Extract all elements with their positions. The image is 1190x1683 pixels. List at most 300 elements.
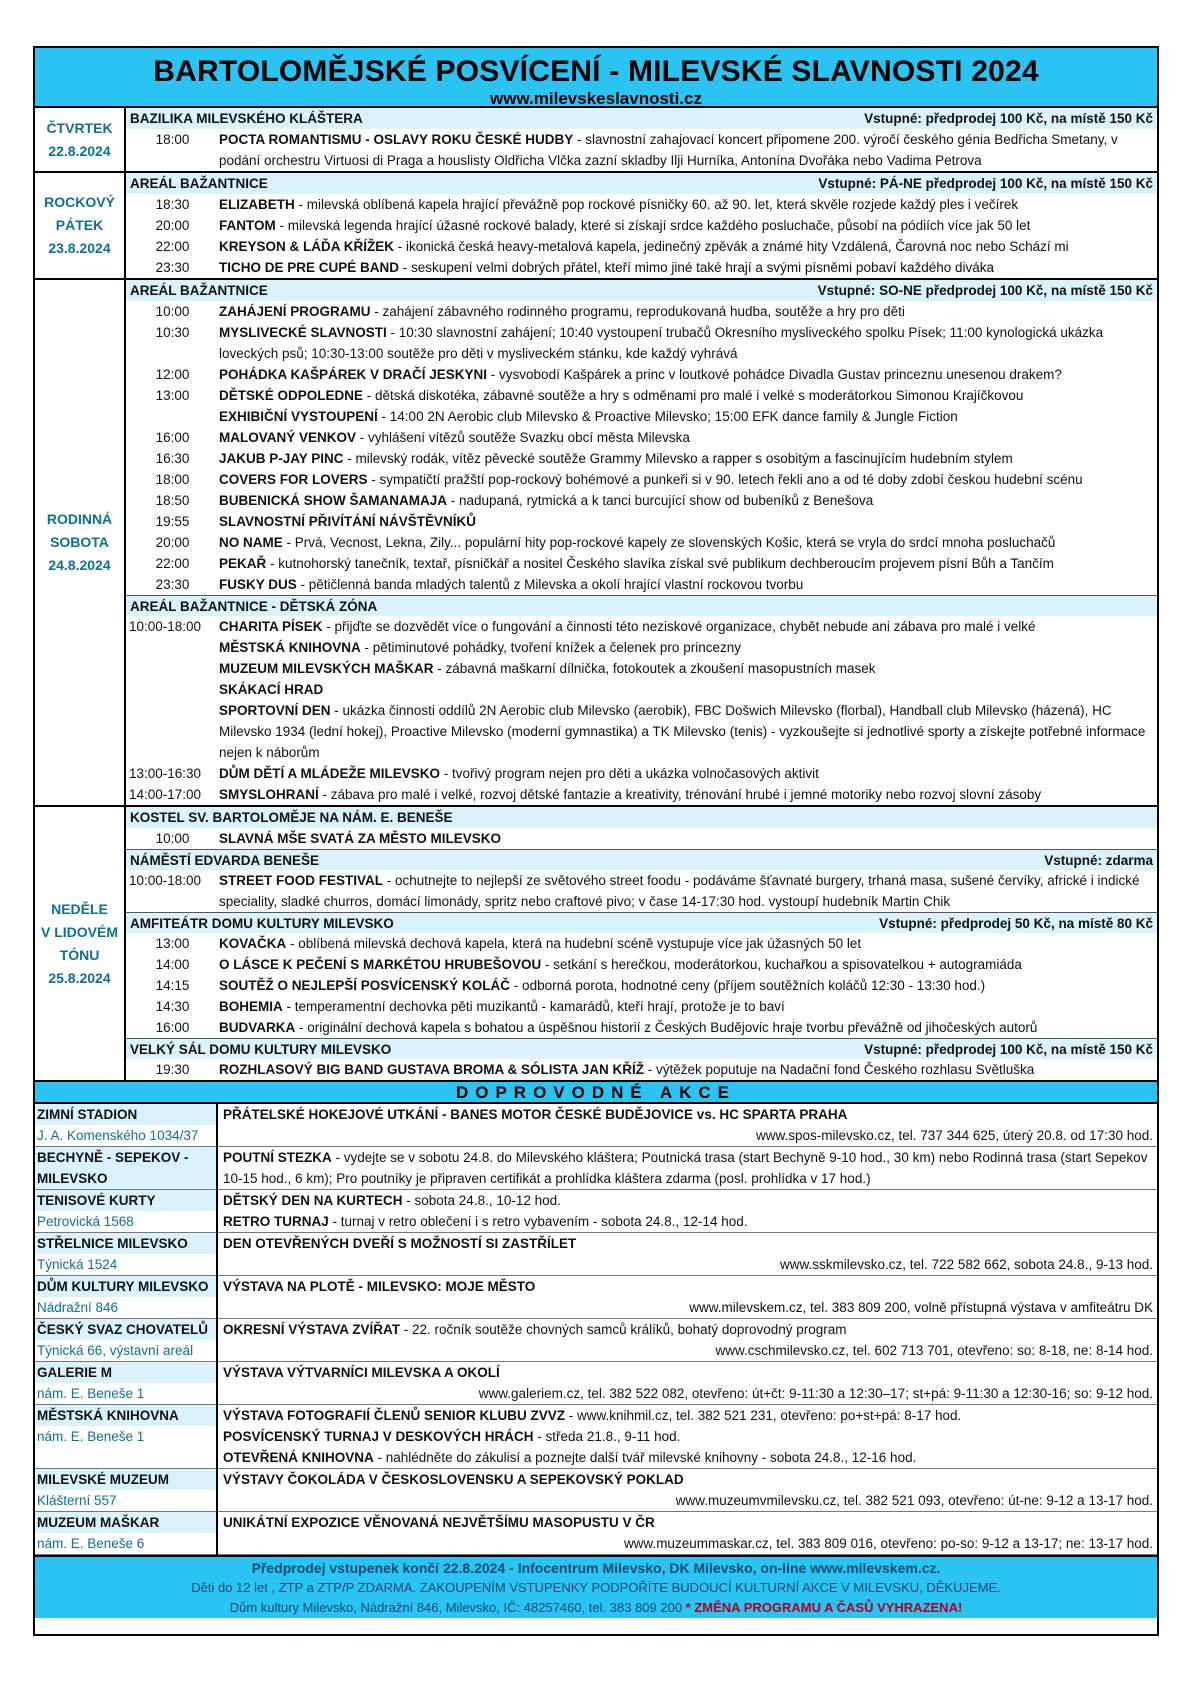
event-description	[219, 1059, 1157, 1080]
venue-name: BAZILIKA MILEVSKÉHO KLÁŠTERA	[130, 111, 363, 126]
event-text: - slavnostní zahajovací koncert připomene 200. výročí českého génia Bedřicha Smetany, v podání orchestru Virtuosi di Praga a houslisty Oldřicha Vlčka zazní skladby Ilji Hurníka, Antonína Dvořáka nebo Vadima Petrova	[219, 132, 1118, 168]
side-event-text: - vydejte se v sobotu 24.8. do Milevského kláštera; Poutnická trasa (start Bechyně 9-10 hod., 30 km) nebo Rodinná trasa (start Sepekov 10-15 hod., 6 km); Pro poutníky je připraven certifikát a prohlídka kláštera zdarma (posl. prohlídka v 17 hod.)	[223, 1150, 1148, 1186]
event-title: MUZEUM MILEVSKÝCH MAŠKAR	[219, 661, 434, 676]
place-address: MILEVSKO	[35, 1168, 216, 1189]
side-event-place	[35, 1319, 217, 1362]
side-event-contact: www.muzeumvmilevsku.cz, tel. 382 521 093, otevřeno: út-ne: 9-12 a 13-17 hod.	[675, 1493, 1153, 1508]
event-text: - 10:30 slavnostní zahájení; 10:40 vystoupení trubačů Okresního mysliveckého spolku Písek; 11:00 kynologická ukázka loveckých psů; 10:30-13:00 soutěže pro děti v mysliveckém stánku, kde každý vyhrává	[219, 325, 1104, 361]
side-event-title: VÝSTAVY ČOKOLÁDA V ČESKOSLOVENSKU A SEPEKOVSKÝ POKLAD	[223, 1472, 684, 1487]
side-event-line	[223, 1276, 1153, 1297]
side-event-title: OTEVŘENÁ KNIHOVNA	[223, 1450, 374, 1465]
event-row	[126, 658, 1157, 679]
event-row	[126, 933, 1157, 954]
event-description	[219, 553, 1157, 574]
event-row	[126, 427, 1157, 448]
event-row	[126, 469, 1157, 490]
side-event-row	[35, 1233, 1157, 1276]
event-time: 14:00-17:00	[129, 787, 202, 802]
event-time: 20:00	[155, 535, 190, 550]
event-time	[126, 637, 219, 658]
event-time: 23:30	[155, 577, 190, 592]
event-text: - ochutnejte to nejlepší ze světového street foodu - podáváme šťavnaté burgery, trhaná masa, sušené červíky, africké i indické speciality, sladké churros, domácí limonády, spritz nebo craftové pivo; v čase 14-17:30 hod. vystoupí hudebník Martin Chik	[219, 873, 1140, 909]
venue-header	[126, 173, 1157, 194]
side-event-line	[223, 1512, 1153, 1533]
event-row	[126, 511, 1157, 532]
side-event-place	[35, 1469, 217, 1512]
event-time: 18:50	[155, 493, 190, 508]
event-title: JAKUB P-JAY PINC	[219, 451, 344, 466]
venue-name: AREÁL BAŽANTNICE	[130, 283, 268, 298]
footer-address: Dům kultury Milevsko, Nádražní 846, Milevsko, IČ: 48257460, tel. 383 809 200	[229, 1600, 683, 1615]
event-text: - sympatičtí pražští pop-rockový bohémové a punkeři si v 90. letech řekli ano a od té doby zdobí českou hudební scénu	[367, 472, 1083, 487]
side-event-line	[223, 1233, 1153, 1254]
place-name: BECHYNĚ - SEPEKOV -	[35, 1147, 216, 1168]
event-description	[219, 700, 1157, 763]
event-description	[219, 679, 1157, 700]
event-title: KREYSON & LÁĎA KŘÍŽEK	[219, 239, 395, 254]
side-event-detail	[217, 1190, 1157, 1233]
event-row	[126, 448, 1157, 469]
event-title: FANTOM	[219, 218, 276, 233]
day-label-line: 23.8.2024	[48, 240, 111, 256]
day-label-line: PÁTEK	[55, 217, 104, 233]
event-time: 10:00	[155, 304, 190, 319]
event-row	[126, 975, 1157, 996]
event-time	[126, 700, 219, 763]
event-title: MĚSTSKÁ KNIHOVNA	[219, 640, 361, 655]
event-row	[126, 215, 1157, 236]
venue-price: Vstupné: předprodej 100 Kč, na místě 150 Kč	[864, 111, 1153, 126]
side-event-row	[35, 1147, 1157, 1190]
event-row	[126, 194, 1157, 215]
side-event-place	[35, 1190, 217, 1233]
event-description	[219, 658, 1157, 679]
event-description	[219, 574, 1157, 595]
event-row	[126, 700, 1157, 763]
day-label-line: 25.8.2024	[48, 969, 111, 986]
side-event-line	[223, 1104, 1153, 1125]
side-event-line	[223, 1147, 1153, 1189]
event-description	[219, 129, 1157, 171]
event-row	[126, 574, 1157, 595]
event-text: - oblíbená milevská dechová kapela, která na hudební scéně vystupuje více jak úžasných 50 let	[286, 936, 862, 951]
day-label-line: ROCKOVÝ	[44, 194, 115, 210]
side-event-detail	[217, 1147, 1157, 1190]
event-text: - dětská diskotéka, zábavné soutěže a hry s odměnami pro malé i velké s moderátorkou Simonou Krajíčkovou	[363, 388, 1024, 403]
event-text: - ukázka činnosti oddílů 2N Aerobic club Milevsko (aerobik), FBC Došwich Milevsko (florbal), Handball club Milevsko (házená), HC Milevsko 1934 (lední hokej), Proactive Milevsko (moderní gymnastika) a TK Milevsko (tenis) - vyzkoušejte si jednotlivé sporty a získejte potřebné informace nejen k náborům	[219, 703, 1146, 760]
event-description	[219, 1017, 1157, 1038]
side-event-text: - turnaj v retro oblečení i s retro vybavením - sobota 24.8., 12-14 hod.	[328, 1214, 748, 1229]
event-row	[126, 870, 1157, 912]
event-title: SOUTĚŽ O NEJLEPŠÍ POSVÍCENSKÝ KOLÁČ	[219, 978, 511, 993]
place-address: nám. E. Beneše 1	[37, 1386, 145, 1401]
day-content	[125, 279, 1157, 806]
side-event-title: POSVÍCENSKÝ TURNAJ V DESKOVÝCH HRÁCH	[223, 1429, 534, 1444]
event-time: 16:00	[155, 1020, 190, 1035]
day-content	[125, 108, 1157, 172]
place-address: Klášterní 557	[37, 1493, 117, 1508]
event-text: - originální dechová kapela s bohatou a úspěšnou historií z Českých Budějovic hraje tvorbu převážně od jihočeských autorů	[295, 1020, 1038, 1035]
event-time: 22:00	[155, 239, 190, 254]
place-name: ČESKÝ SVAZ CHOVATELŮ	[35, 1319, 216, 1340]
venue-header	[126, 807, 1157, 828]
event-time: 16:00	[155, 430, 190, 445]
day-row	[35, 108, 1157, 172]
footer-note: Děti do 12 let , ZTP a ZTP/P ZDARMA. ZAKOUPENÍM VSTUPENKY PODPOŘÍTE BUDOUCÍ KULTURNÍ AKCE V MILEVSKU, DĚKUJEME.	[191, 1580, 1001, 1595]
side-event-title: DĚTSKÝ DEN NA KURTECH	[223, 1193, 403, 1208]
event-time	[126, 658, 219, 679]
place-address: Nádražní 846	[37, 1300, 119, 1315]
side-event-line	[223, 1362, 1153, 1383]
place-address: nám. E. Beneše 6	[37, 1536, 145, 1551]
event-row	[126, 364, 1157, 385]
side-event-text: - středa 21.8., 9-11 hod.	[533, 1429, 681, 1444]
event-row	[126, 996, 1157, 1017]
venue-header	[126, 108, 1157, 129]
day-label-cell	[35, 806, 125, 1080]
event-text: - setkání s herečkou, moderátorkou, kuchařkou a spisovatelkou + autogramiáda	[541, 957, 1022, 972]
event-row	[126, 406, 1157, 427]
side-event-detail	[217, 1362, 1157, 1405]
footer-warning: * ZMĚNA PROGRAMU A ČASŮ VYHRAZENA!	[682, 1600, 963, 1615]
event-title: COVERS FOR LOVERS	[219, 472, 368, 487]
side-event-row	[35, 1512, 1157, 1555]
event-description	[219, 490, 1157, 511]
side-event-title: RETRO TURNAJ	[223, 1214, 329, 1229]
day-label-line: ČTVRTEK	[46, 119, 113, 136]
footer-contact	[35, 1598, 1157, 1618]
event-time: 13:00	[155, 388, 190, 403]
event-text: - milevský rodák, vítěz pěvecké soutěže Grammy Milevsko a rapper s osobitým a fascinujícím hudebním stylem	[343, 451, 1013, 466]
event-text: - zábavná maškarní dílnička, fotokoutek a zkoušení masopustních masek	[433, 661, 876, 676]
event-time: 22:00	[155, 556, 190, 571]
venue-name: VELKÝ SÁL DOMU KULTURY MILEVSKO	[130, 1042, 392, 1057]
side-event-line	[223, 1447, 1153, 1468]
event-row	[126, 1017, 1157, 1038]
event-time	[126, 679, 219, 700]
side-event-text: - www.knihmil.cz, tel. 382 521 231, otevřeno: po+st+pá: 8-17 hod.	[565, 1408, 962, 1423]
place-name: MĚSTSKÁ KNIHOVNA	[35, 1405, 216, 1426]
event-title: SMYSLOHRANÍ	[219, 787, 319, 802]
event-text: - tvořivý program nejen pro děti a ukázka volnočasových aktivit	[440, 766, 819, 781]
side-event-detail	[217, 1104, 1157, 1147]
event-time: 23:30	[155, 260, 190, 275]
event-title: NO NAME	[219, 535, 283, 550]
website-link[interactable]: www.milevskeslavnosti.cz	[490, 89, 702, 108]
side-event-title: UNIKÁTNÍ EXPOZICE VĚNOVANÁ NEJVĚTŠÍMU MASOPUSTU V ČR	[223, 1515, 655, 1530]
event-row	[126, 236, 1157, 257]
place-address: Týnická 66, výstavní areál	[37, 1343, 194, 1358]
event-description	[219, 364, 1157, 385]
place-address: nám. E. Beneše 1	[37, 1429, 145, 1444]
event-time: 14:30	[155, 999, 190, 1014]
section-title-side-events: DOPROVODNÉ AKCE	[35, 1080, 1157, 1104]
venue-header	[126, 595, 1157, 616]
side-event-text: - sobota 24.8., 10-12 hod.	[402, 1193, 561, 1208]
event-description	[219, 975, 1157, 996]
event-description	[219, 448, 1157, 469]
side-event-row	[35, 1190, 1157, 1233]
event-text: - vyhlášení vítězů soutěže Svazku obcí města Milevska	[356, 430, 690, 445]
venue-header	[126, 1038, 1157, 1059]
event-text: - zahájení zábavného rodinného programu, reprodukovaná hudba, soutěže a hry pro děti	[370, 304, 905, 319]
side-event-title: VÝSTAVA FOTOGRAFIÍ ČLENŮ SENIOR KLUBU ZVVZ	[223, 1408, 566, 1423]
event-description	[219, 532, 1157, 553]
event-row	[126, 784, 1157, 805]
event-title: POCTA ROMANTISMU - OSLAVY ROKU ČESKÉ HUDBY	[219, 132, 574, 147]
event-row	[126, 1059, 1157, 1080]
event-title: PEKAŘ	[219, 556, 267, 571]
event-title: FUSKY DUS	[219, 577, 297, 592]
event-time: 13:00	[155, 936, 190, 951]
event-title: SLAVNOSTNÍ PŘIVÍTÁNÍ NÁVŠTĚVNÍKŮ	[219, 514, 477, 529]
event-description	[219, 194, 1157, 215]
event-text: - pětičlenná banda mladých talentů z Milevska a okolí hrající vlastní rockovou tvorbu	[296, 577, 804, 592]
side-event-detail	[217, 1276, 1157, 1319]
side-event-place	[35, 1405, 217, 1469]
place-name: STŘELNICE MILEVSKO	[35, 1233, 216, 1254]
day-row	[35, 279, 1157, 806]
event-description	[219, 933, 1157, 954]
footer	[35, 1555, 1157, 1618]
event-description	[219, 406, 1157, 427]
place-name: MILEVSKÉ MUZEUM	[35, 1469, 216, 1490]
place-name: MUZEUM MAŠKAR	[35, 1512, 216, 1533]
event-time: 18:00	[155, 472, 190, 487]
event-time: 19:55	[155, 514, 190, 529]
event-description	[219, 215, 1157, 236]
place-name: GALERIE M	[35, 1362, 216, 1383]
day-label-line: NEDĚLE	[51, 900, 108, 917]
event-description	[219, 301, 1157, 322]
side-event-place	[35, 1362, 217, 1405]
event-row	[126, 828, 1157, 849]
event-time: 16:30	[155, 451, 190, 466]
event-text: - temperamentní dechovka pěti muzikantů - kamarádů, kteří hrají, protože je to baví	[282, 999, 785, 1014]
event-description	[219, 784, 1157, 805]
event-title: EXHIBIČNÍ VYSTOUPENÍ	[219, 409, 378, 424]
event-description	[219, 637, 1157, 658]
day-row	[35, 172, 1157, 279]
event-text: - seskupení velmi dobrých přátel, kteří mimo jiné také hrají a svými písněmi pobaví každého diváka	[399, 260, 995, 275]
venue-name: NÁMĚSTÍ EDVARDA BENEŠE	[130, 853, 320, 868]
venue-price: Vstupné: předprodej 100 Kč, na místě 150 Kč	[864, 1042, 1153, 1057]
event-text: - odborná porota, hodnotné ceny (příjem soutěžních koláčů 12:30 - 13:30 hod.)	[510, 978, 986, 993]
event-text: - pětiminutové pohádky, tvoření knížek a čelenek pro princezny	[360, 640, 741, 655]
day-label-line: 22.8.2024	[48, 142, 111, 159]
day-label-cell	[35, 279, 125, 806]
event-title: MALOVANÝ VENKOV	[219, 430, 357, 445]
side-event-contact: www.milevskem.cz, tel. 383 809 200, volně přístupná výstava v amfiteátru DK	[689, 1300, 1153, 1315]
event-title: BUDVARKA	[219, 1020, 296, 1035]
event-title: SLAVNÁ MŠE SVATÁ ZA MĚSTO MILEVSKO	[219, 831, 502, 846]
event-text: - zábava pro malé i velké, rozvoj dětské fantazie a kreativity, trénování hrubé i jemné motoriky nebo rozvoj slovní zásoby	[318, 787, 1042, 802]
side-event-place	[35, 1147, 217, 1190]
day-content	[125, 172, 1157, 279]
event-time: 14:15	[155, 978, 190, 993]
side-event-title: VÝSTAVA VÝTVARNÍCI MILEVSKA A OKOLÍ	[223, 1365, 500, 1380]
side-event-line	[223, 1426, 1153, 1447]
event-text: - 14:00 2N Aerobic club Milevsko & Proactive Milevsko; 15:00 EFK dance family & Jungle Fiction	[377, 409, 958, 424]
page-title: BARTOLOMĚJSKÉ POSVÍCENÍ - MILEVSKÉ SLAVNOSTI 2024	[153, 55, 1039, 88]
venue-header	[126, 849, 1157, 870]
event-text: - výtěžek poputuje na Nadační fond Českého rozhlasu Světluška	[644, 1062, 1035, 1077]
event-description	[219, 954, 1157, 975]
event-description	[219, 427, 1157, 448]
program-table	[35, 108, 1157, 1080]
event-title: DĚTSKÉ ODPOLEDNE	[219, 388, 364, 403]
event-description	[219, 322, 1157, 364]
side-event-place	[35, 1512, 217, 1555]
event-time: 20:00	[155, 218, 190, 233]
event-description	[219, 763, 1157, 784]
side-events-table	[35, 1104, 1157, 1555]
event-description	[219, 257, 1157, 278]
day-row	[35, 806, 1157, 1080]
event-title: ROZHLASOVÝ BIG BAND GUSTAVA BROMA & SÓLISTA JAN KŘÍŽ	[219, 1062, 644, 1077]
venue-name: AREÁL BAŽANTNICE - DĚTSKÁ ZÓNA	[130, 599, 378, 614]
event-row	[126, 637, 1157, 658]
poster	[33, 46, 1159, 1636]
place-address: Týnická 1524	[37, 1257, 118, 1272]
venue-header	[126, 280, 1157, 301]
event-text: - nadupaná, rytmická a k tanci burcující show od bubeníků z Benešova	[447, 493, 874, 508]
event-description	[219, 870, 1157, 912]
side-event-detail	[217, 1319, 1157, 1362]
event-time: 12:00	[155, 367, 190, 382]
event-text: - milevská oblíbená kapela hrající převážně pop rockové písničky 60. až 90. let, která skvěle rozjede každý ples i večírek	[294, 197, 1019, 212]
footer-presale: Předprodej vstupenek končí 22.8.2024 - Infocentrum Milevsko, DK Milevsko, on-line www.milevskem.cz.	[251, 1560, 941, 1576]
event-text: - kutnohorský tanečník, textař, písničkář a nositel Českého slavíka získal své publikum dechberoucím projevem písní Bůh a Tančím	[266, 556, 1054, 571]
place-name: TENISOVÉ KURTY	[35, 1190, 216, 1211]
side-event-line	[223, 1190, 1153, 1211]
side-event-contact: www.galeriem.cz, tel. 382 522 082, otevřeno: út+čt: 9-11:30 a 12:30–17; st+pá: 9-11:30 a 12:30-16; so: 9-12 hod.	[478, 1386, 1153, 1401]
event-title: BUBENICKÁ SHOW ŠAMANAMAJA	[219, 493, 447, 508]
side-event-row	[35, 1276, 1157, 1319]
place-name: DŮM KULTURY MILEVSKO	[35, 1276, 216, 1297]
event-title: ZAHÁJENÍ PROGRAMU	[219, 304, 371, 319]
event-title: CHARITA PÍSEK	[219, 619, 323, 634]
side-event-line	[223, 1405, 1153, 1426]
header	[35, 48, 1157, 108]
side-event-row	[35, 1362, 1157, 1405]
event-description	[219, 996, 1157, 1017]
venue-name: AMFITEÁTR DOMU KULTURY MILEVSKO	[130, 916, 394, 931]
place-name: ZIMNÍ STADION	[35, 1104, 216, 1125]
venue-name: AREÁL BAŽANTNICE	[130, 176, 268, 191]
event-title: SPORTOVNÍ DEN	[219, 703, 331, 718]
place-address: J. A. Komenského 1034/37	[37, 1128, 199, 1143]
event-title: KOVAČKA	[219, 936, 287, 951]
side-event-title: POUTNÍ STEZKA	[223, 1150, 332, 1165]
side-event-contact: www.spos-milevsko.cz, tel. 737 344 625, úterý 20.8. od 17:30 hod.	[756, 1128, 1153, 1143]
event-row	[126, 322, 1157, 364]
venue-price: Vstupné: SO-NE předprodej 100 Kč, na místě 150 Kč	[817, 283, 1153, 298]
venue-header	[126, 912, 1157, 933]
side-event-contact: www.cschmilevsko.cz, tel. 602 713 701, otevřeno: so: 8-18, ne: 8-14 hod.	[715, 1343, 1153, 1358]
event-row	[126, 490, 1157, 511]
event-description	[219, 236, 1157, 257]
event-text: - Prvá, Vecnost, Lekna, Zily... populární hity pop-rockové kapely ze slovenských Košic, která se vryla do srdcí mnoha posluchačů	[282, 535, 1056, 550]
side-event-detail	[217, 1469, 1157, 1512]
side-event-title: DEN OTEVŘENÝCH DVEŘÍ S MOŽNOSTÍ SI ZASTŘÍLET	[223, 1236, 577, 1251]
side-event-line	[223, 1469, 1153, 1490]
event-text: - přijďte se dozvědět více o fungování a činnosti této neziskové organizace, chybět nebude ani zábava pro malé i velké	[322, 619, 1036, 634]
side-event-title: OKRESNÍ VÝSTAVA ZVÍŘAT	[223, 1322, 401, 1337]
event-row	[126, 301, 1157, 322]
side-event-text: - 22. ročník soutěže chovných samců králíků, bohatý doprovodný program	[400, 1322, 847, 1337]
venue-price: Vstupné: předprodej 50 Kč, na místě 80 Kč	[879, 916, 1153, 931]
event-title: BOHEMIA	[219, 999, 283, 1014]
event-title: DŮM DĚTÍ A MLÁDEŽE MILEVSKO	[219, 766, 440, 781]
side-event-place	[35, 1233, 217, 1276]
venue-price: Vstupné: zdarma	[1044, 853, 1153, 868]
event-title: O LÁSCE K PEČENÍ S MARKÉTOU HRUBEŠOVOU	[219, 957, 542, 972]
event-time: 10:30	[155, 325, 190, 340]
day-label-line: TÓNU	[59, 946, 100, 963]
event-time	[126, 406, 219, 427]
side-event-detail	[217, 1233, 1157, 1276]
event-row	[126, 954, 1157, 975]
side-event-text: - nahlédněte do zákulisí a poznejte další tvář milevské knihovny - sobota 24.8., 12-16 hod.	[373, 1450, 917, 1465]
event-description	[219, 469, 1157, 490]
side-event-line	[223, 1211, 1153, 1232]
side-event-title: VÝSTAVA NA PLOTĚ - MILEVSKO: MOJE MĚSTO	[223, 1279, 536, 1294]
venue-price: Vstupné: PÁ-NE předprodej 100 Kč, na místě 150 Kč	[818, 176, 1153, 191]
day-content	[125, 806, 1157, 1080]
event-row	[126, 257, 1157, 278]
side-event-detail	[217, 1512, 1157, 1555]
event-description	[219, 616, 1157, 637]
event-text: - ikonická česká heavy-metalová kapela, jedinečný zpěvák a známé hity Vzdálená, Čarovná noc nebo Schází mi	[394, 239, 1069, 254]
day-label-cell	[35, 108, 125, 172]
event-row	[126, 553, 1157, 574]
event-text: - vysvobodí Kašpárek a princ v loutkové pohádce Divadla Gustav princeznu unesenou drakem?	[487, 367, 1062, 382]
event-time: 18:30	[155, 197, 190, 212]
event-title: SKÁKACÍ HRAD	[219, 682, 324, 697]
event-time: 10:00-18:00	[129, 873, 202, 888]
day-label-line: SOBOTA	[50, 534, 109, 550]
event-title: TICHO DE PRE CUPÉ BAND	[219, 260, 400, 275]
event-row	[126, 679, 1157, 700]
side-event-contact: www.muzeummaskar.cz, tel. 383 809 016, otevřeno: po-so: 9-12 a 13-17; ne: 13-17 hod.	[623, 1536, 1153, 1551]
event-time: 19:30	[155, 1062, 190, 1077]
side-event-row	[35, 1319, 1157, 1362]
event-title: ELIZABETH	[219, 197, 295, 212]
side-event-row	[35, 1469, 1157, 1512]
day-label-line: RODINNÁ	[46, 511, 113, 527]
side-event-detail	[217, 1405, 1157, 1469]
event-row	[126, 129, 1157, 171]
day-label-cell	[35, 172, 125, 279]
event-time: 13:00-16:30	[129, 766, 202, 781]
event-row	[126, 532, 1157, 553]
event-description	[219, 511, 1157, 532]
day-label-line: V LIDOVÉM	[40, 923, 118, 940]
side-event-row	[35, 1104, 1157, 1147]
event-time: 10:00	[155, 831, 190, 846]
day-label-line: 24.8.2024	[48, 557, 111, 573]
side-event-row	[35, 1405, 1157, 1469]
side-event-line	[223, 1319, 1153, 1340]
event-time: 18:00	[155, 132, 190, 147]
event-description	[219, 385, 1157, 406]
event-time: 10:00-18:00	[129, 619, 202, 634]
side-event-contact: www.sskmilevsko.cz, tel. 722 582 662, sobota 24.8., 9-13 hod.	[780, 1257, 1153, 1272]
event-row	[126, 385, 1157, 406]
event-text: - milevská legenda hrající úžasné rockové balady, které si získají srdce každého posluchače, působí na pódiích více jak 50 let	[275, 218, 1031, 233]
event-description	[219, 828, 1157, 849]
